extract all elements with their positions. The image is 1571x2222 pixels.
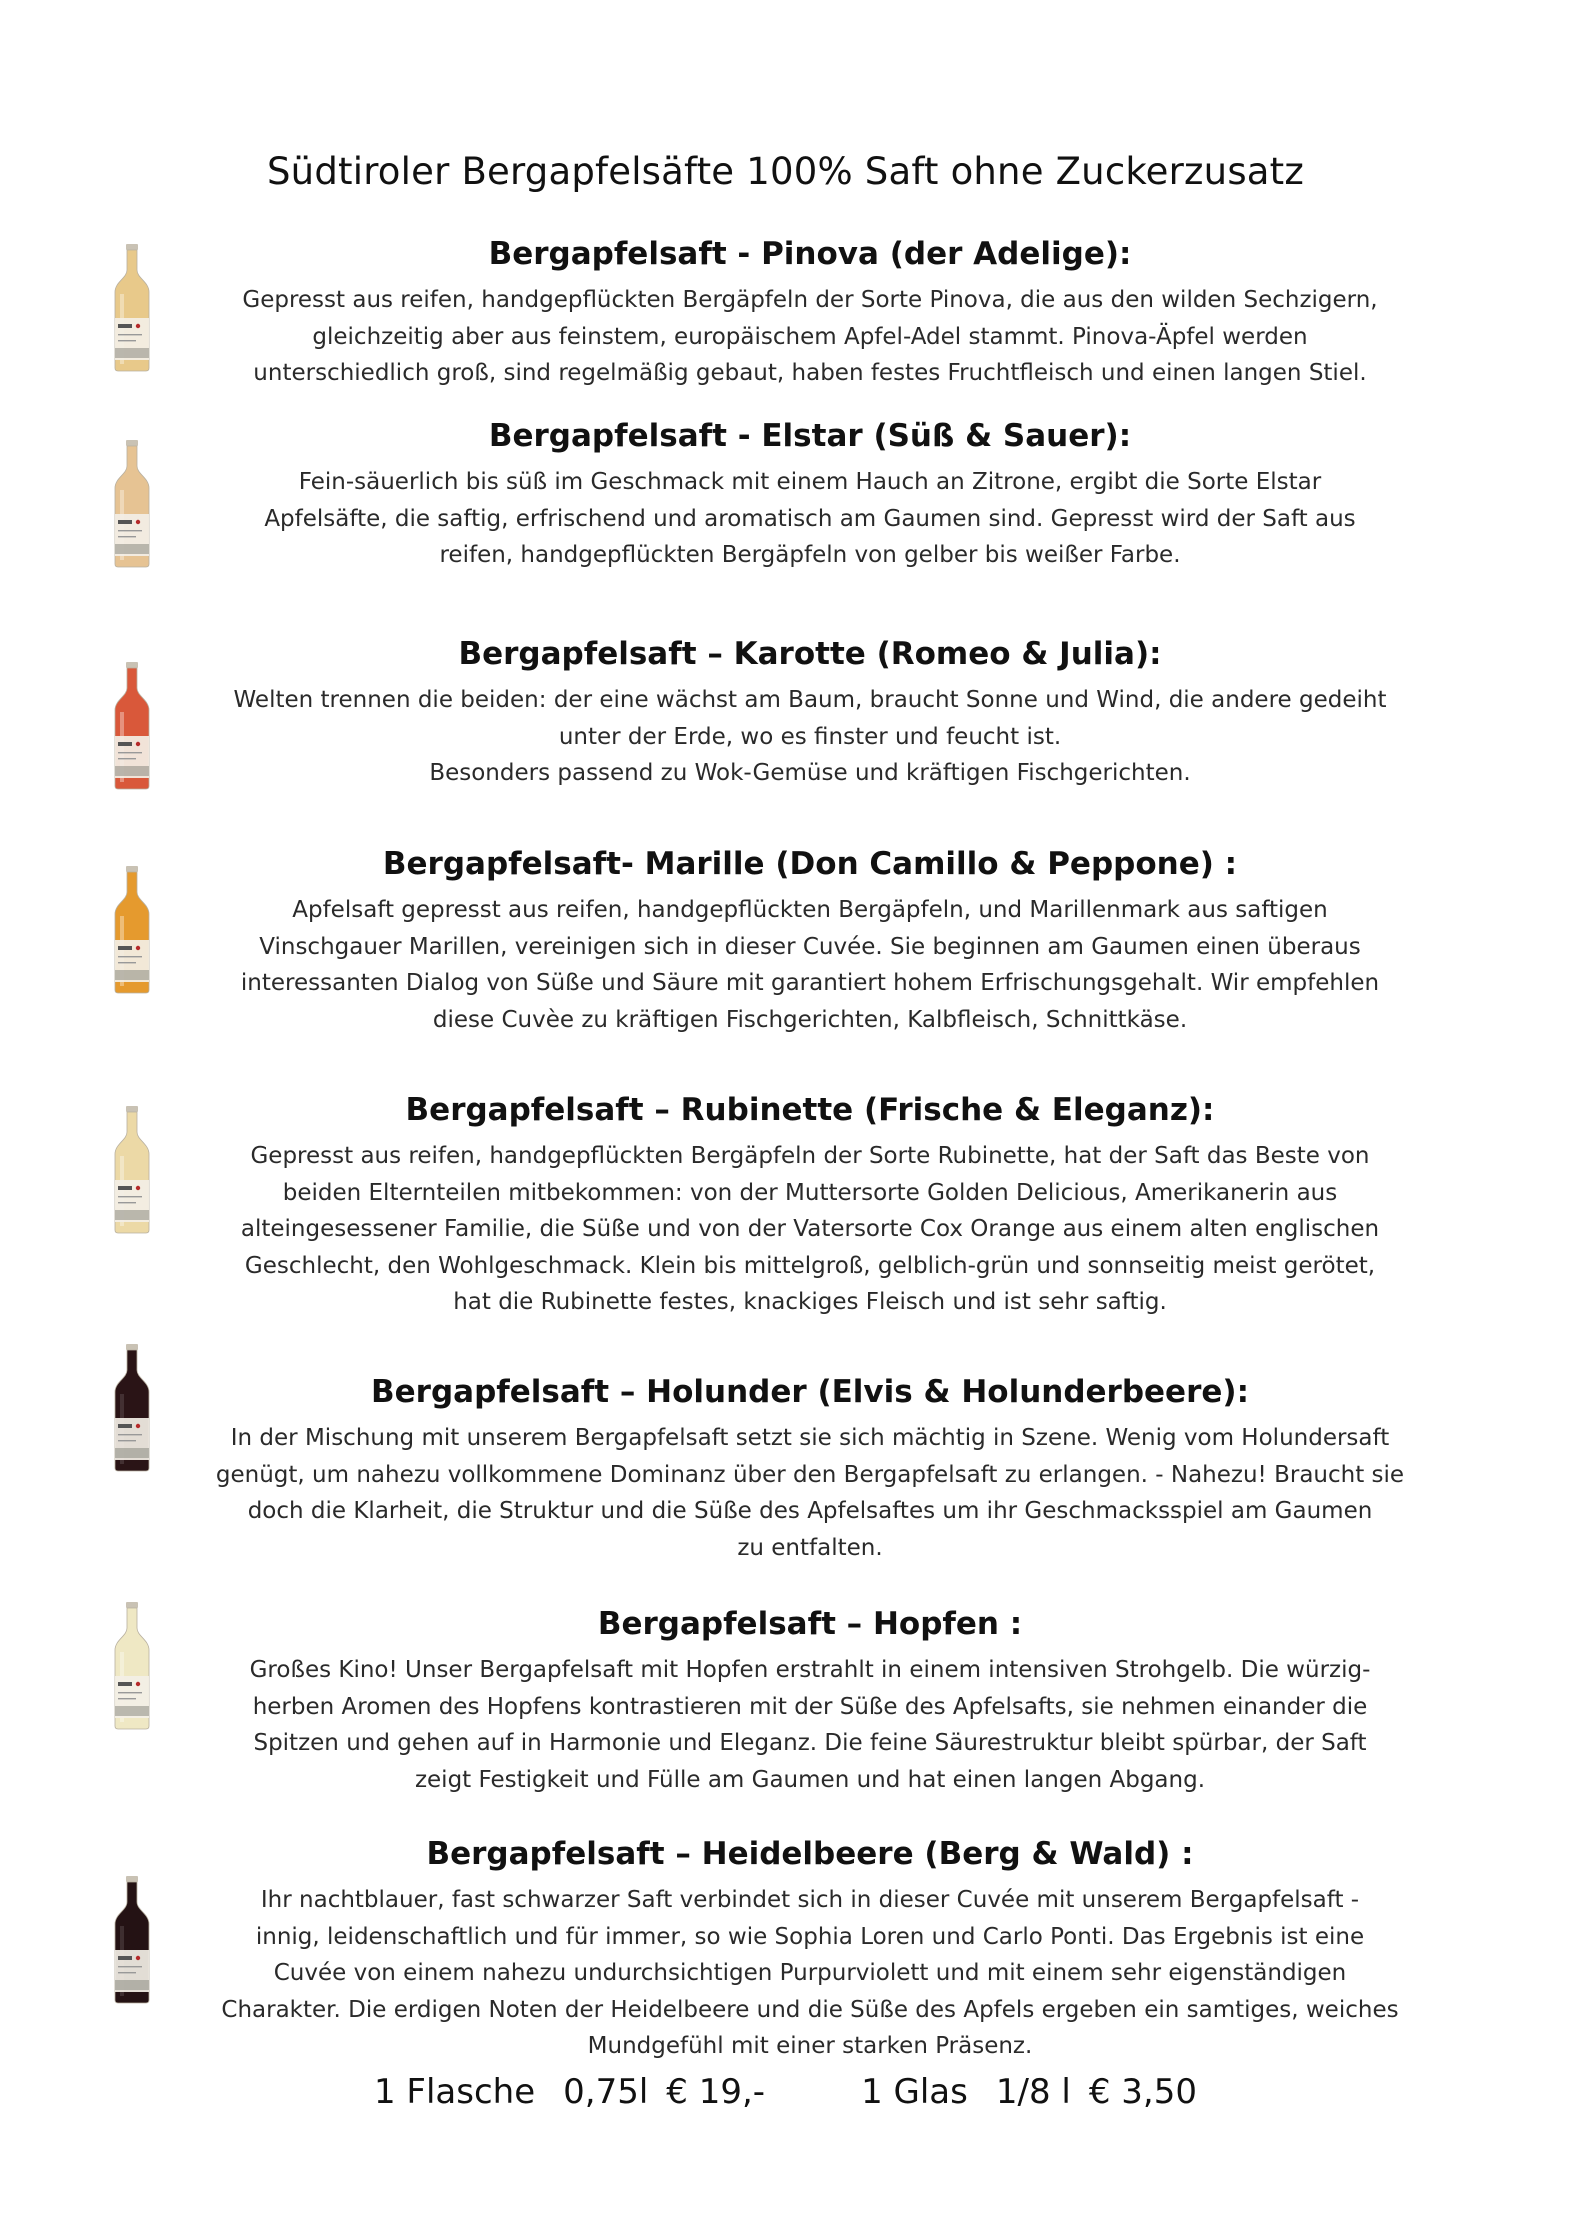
- description-line: alteingesessener Familie, die Süße und von der Vatersorte Cox Orange aus einem alten englischen: [240, 1216, 1380, 1242]
- description-line: Apfelsaft gepresst aus reifen, handgepflückten Bergäpfeln, und Marillenmark aus saftigen: [292, 897, 1328, 923]
- juice-section-hopfen: [200, 1602, 1420, 1798]
- description-line: In der Mischung mit unserem Bergapfelsaft setzt sie sich mächtig in Szene. Wenig vom Holundersaft: [230, 1425, 1390, 1451]
- bottle-price: € 19,-: [666, 2072, 766, 2112]
- description-line: interessanten Dialog von Süße und Säure mit garantiert hohem Erfrischungsgehalt. Wir empfehlen: [240, 970, 1380, 996]
- description-line: genügt, um nahezu vollkommene Dominanz über den Bergapfelsaft zu erlangen. - Nahezu! Braucht sie: [215, 1461, 1405, 1488]
- description-line: Vinschgauer Marillen, vereinigen sich in dieser Cuvée. Sie beginnen am Gaumen einen überaus: [259, 933, 1361, 960]
- description-line: doch die Klarheit, die Struktur und die Süße des Apfelsaftes um ihr Geschmacksspiel am Gaumen: [247, 1498, 1373, 1524]
- section-title: Bergapfelsaft – Karotte (Romeo & Julia):: [458, 636, 1162, 672]
- section-description: [200, 892, 1420, 1038]
- description-line: Welten trennen die beiden: der eine wächst am Baum, braucht Sonne und Wind, die andere gedeiht: [233, 687, 1387, 713]
- price-row: [0, 2072, 1571, 2112]
- description-line: unter der Erde, wo es finster und feucht ist.: [558, 723, 1062, 750]
- juice-section-karotte: [200, 632, 1420, 792]
- description-line: Gepresst aus reifen, handgepflückten Bergäpfeln der Sorte Rubinette, hat der Saft das Beste von: [250, 1143, 1370, 1169]
- description-line: Geschlecht, den Wohlgeschmack. Klein bis mittelgroß, gelblich-grün und sonnseitig meist gerötet,: [244, 1252, 1376, 1279]
- bottle-image-holunder: [112, 1344, 152, 1472]
- description-line: herben Aromen des Hopfens kontrastieren mit der Süße des Apfelsafts, sie nehmen einander die: [252, 1693, 1368, 1720]
- description-line: zeigt Festigkeit und Fülle am Gaumen und hat einen langen Abgang.: [414, 1766, 1206, 1793]
- bottle-image-pinova: [112, 244, 152, 372]
- description-line: hat die Rubinette festes, knackiges Fleisch und ist sehr saftig.: [453, 1289, 1167, 1315]
- section-description: [200, 1420, 1420, 1566]
- description-line: gleichzeitig aber aus feinstem, europäischem Apfel-Adel stammt. Pinova-Äpfel werden: [312, 323, 1308, 350]
- description-line: Ihr nachtblauer, fast schwarzer Saft verbindet sich in dieser Cuvée mit unserem Bergapfelsaft -: [260, 1887, 1360, 1913]
- juice-section-elstar: [200, 414, 1420, 574]
- bottle-image-heidelbeere: [112, 1876, 152, 2004]
- juice-section-holunder: [200, 1370, 1420, 1566]
- section-description: [200, 282, 1420, 392]
- description-line: Charakter. Die erdigen Noten der Heidelbeere und die Süße des Apfels ergeben ein samtiges, weiches: [221, 1996, 1399, 2023]
- section-title: Bergapfelsaft – Heidelbeere (Berg & Wald) :: [426, 1836, 1194, 1872]
- description-line: zu entfalten.: [737, 1534, 883, 1561]
- section-description: [200, 1882, 1420, 2065]
- section-title: Bergapfelsaft - Elstar (Süß & Sauer):: [488, 418, 1132, 454]
- juice-section-rubinette: [200, 1088, 1420, 1321]
- section-title: Bergapfelsaft - Pinova (der Adelige):: [488, 236, 1132, 272]
- section-description: [200, 1138, 1420, 1321]
- description-line: reifen, handgepflückten Bergäpfeln von gelber bis weißer Farbe.: [439, 542, 1181, 568]
- description-line: Apfelsäfte, die saftig, erfrischend und aromatisch am Gaumen sind. Gepresst wird der Saft aus: [264, 505, 1356, 532]
- bottle-size: 0,75l: [563, 2072, 649, 2112]
- bottle-image-karotte: [112, 662, 152, 790]
- description-line: innig, leidenschaftlich und für immer, so wie Sophia Loren und Carlo Ponti. Das Ergebnis ist eine: [255, 1923, 1365, 1950]
- bottle-image-rubinette: [112, 1106, 152, 1234]
- description-line: beiden Elternteilen mitbekommen: von der Muttersorte Golden Delicious, Amerikanerin aus: [282, 1179, 1338, 1206]
- description-line: Fein-säuerlich bis süß im Geschmack mit einem Hauch an Zitrone, ergibt die Sorte Elstar: [298, 469, 1322, 495]
- description-line: Gepresst aus reifen, handgepflückten Bergäpfeln der Sorte Pinova, die aus den wilden Sechzigern,: [242, 287, 1378, 313]
- section-title: Bergapfelsaft – Hopfen :: [597, 1606, 1023, 1642]
- page-title: Südtiroler Bergapfelsäfte 100% Saft ohne Zuckerzusatz: [266, 150, 1305, 193]
- description-line: Besonders passend zu Wok-Gemüse und kräftigen Fischgerichten.: [429, 760, 1191, 786]
- section-title: Bergapfelsaft- Marille (Don Camillo & Peppone) :: [382, 846, 1238, 882]
- juice-section-heidelbeere: [200, 1832, 1420, 2065]
- bottle-image-hopfen: [112, 1602, 152, 1730]
- description-line: Spitzen und gehen auf in Harmonie und Eleganz. Die feine Säurestruktur bleibt spürbar, der Saft: [253, 1730, 1367, 1756]
- section-description: [200, 1652, 1420, 1798]
- section-description: [200, 464, 1420, 574]
- bottle-image-marille: [112, 866, 152, 994]
- description-line: unterschiedlich groß, sind regelmäßig gebaut, haben festes Fruchtfleisch und einen langen Stiel.: [253, 360, 1367, 386]
- bottle-image-elstar: [112, 440, 152, 568]
- description-line: Großes Kino! Unser Bergapfelsaft mit Hopfen erstrahlt in einem intensiven Strohgelb. Die würzig-: [249, 1657, 1371, 1683]
- description-line: diese Cuvèe zu kräftigen Fischgerichten, Kalbfleisch, Schnittkäse.: [432, 1006, 1188, 1033]
- section-title: Bergapfelsaft – Holunder (Elvis & Holunderbeere):: [371, 1374, 1249, 1410]
- juice-section-marille: [200, 842, 1420, 1038]
- juice-section-pinova: [200, 232, 1420, 392]
- section-title: Bergapfelsaft – Rubinette (Frische & Eleganz):: [405, 1092, 1215, 1128]
- bottle-label: 1 Flasche: [373, 2072, 536, 2112]
- glass-price: € 3,50: [1088, 2072, 1197, 2112]
- description-line: Mundgefühl mit einer starken Präsenz.: [587, 2033, 1033, 2059]
- section-description: [200, 682, 1420, 792]
- glass-label: 1 Glas: [861, 2072, 968, 2112]
- glass-size: 1/8 l: [995, 2072, 1071, 2112]
- description-line: Cuvée von einem nahezu undurchsichtigen Purpurviolett und mit einem sehr eigenständigen: [273, 1960, 1347, 1986]
